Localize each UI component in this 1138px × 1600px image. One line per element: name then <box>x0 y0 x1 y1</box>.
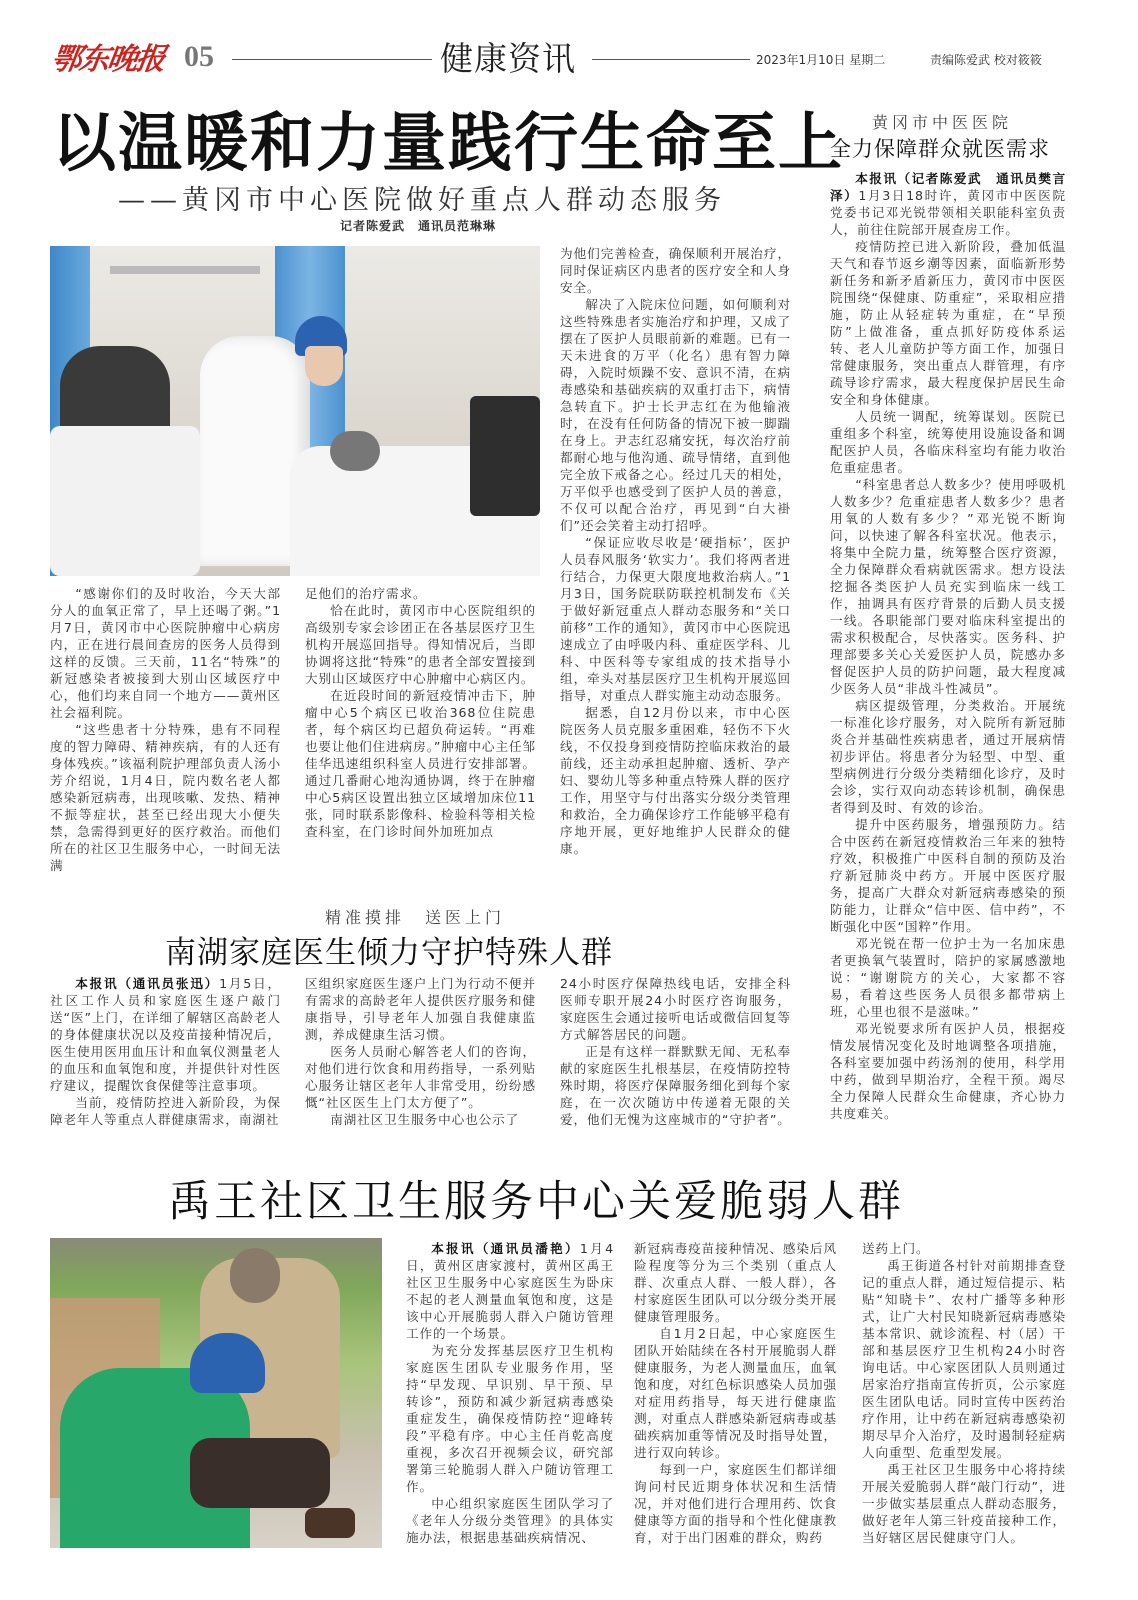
article1-column-2 <box>305 585 536 840</box>
page-number: 05 <box>184 40 214 73</box>
article2-column-2 <box>305 975 536 1128</box>
article3-column-1 <box>406 1240 614 1546</box>
paragraph: 病区提级管理，分类救治。开展统一标准化诊疗服务，对入院所有新冠肺炎合并基础性疾病患者，通过开展病情初步评估。将患者分为轻型、中型、重型病例进行分级分类精细化诊疗，及时会诊，实行双向动态转诊机制，确保患者得到及时、有效的诊治。 <box>830 698 1066 815</box>
paragraph: 据悉，自12月份以来，市中心医院医务人员克服多重困难，轻伤不下火线，不仅投身到疫情防控临床救治的最前线，还主动承担起肿瘤、透析、孕产妇、婴幼儿等多种重点特殊人群的医疗工作，用坚守与付出落实分级分类管理和救治，全力确保诊疗工作能够平稳有序地开展，更好地维护人民群众的健康。 <box>560 705 791 856</box>
lead-credit: 本报讯（通讯员潘艳） <box>431 1241 580 1256</box>
paragraph: 正是有这样一群默默无闻、无私奉献的家庭医生扎根基层，在疫情防控特殊时期，将医疗保障服务细化到每个家庭，在一次次随访中传递着无限的关爱，他们无愧为这座城市的“守护者”。 <box>560 1044 791 1127</box>
paragraph: 当前，疫情防控进入新阶段，为保障老年人等重点人群健康需求，南湖社 <box>50 1095 281 1127</box>
paragraph-text: 1月5日，社区工作人员和家庭医生逐户敲门送“医”上门，在详细了解辖区高龄老人的身体健康状况以及疫苗接种情况后，医生使用医用血压计和血氧仪测量老人的血压和血氧饱和度，并提供针对性医疗建议，提醒饮食保健等注意事项。 <box>50 976 282 1093</box>
paragraph: 邓光锐在帮一位护士为一名加床患者更换氧气装置时，陪护的家属感激地说：“谢谢院方的关心，大家都不容易，看着这些医务人员很多都带病上班，心里也很不是滋味。” <box>830 936 1066 1019</box>
paragraph: 在近段时间的新冠疫情冲击下，肿瘤中心5个病区已收治368位住院患者，每个病区均已超负荷运转。“再难也要让他们住进病房。”肿瘤中心主任邹佳华迅速组织科室人员进行安排部署。通过几番耐心地沟通协调，终于在肿瘤中心5病区设置出独立区域增加床位11张，同时联系影像科、检验科等相关检查科室，在门诊时间外加班加点 <box>305 688 536 839</box>
byline: 记者陈爱武 通讯员范琳琳 <box>340 219 497 233</box>
sidebar-headline: 全力保障群众就医需求 <box>830 137 1050 161</box>
article3-column-3 <box>862 1240 1066 1546</box>
paragraph: 送药上门。 <box>862 1241 930 1256</box>
article2-headline: 南湖家庭医生倾力守护特殊人群 <box>165 935 613 971</box>
paragraph: “保证应收尽收是‘硬指标’，医护人员春风服务‘软实力’。我们将两者进行结合，力保更大限度地救治病人。”1月3日，国务院联防联控机制发布《关于做好新冠重点人群动态服务和“关口前移”工作的通知》，黄冈市中心医院迅速成立了由呼吸内科、重症医学科、儿科、中医科等专家组成的技术指导小组，牵头对基层医疗卫生机构开展巡回指导，对重点人群实施主动动态服务。 <box>560 535 791 703</box>
paragraph: 人员统一调配，统筹谋划。医院已重组多个科室，统筹使用设施设备和调配医护人员，各临床科室均有能力收治危重症患者。 <box>830 409 1066 475</box>
section-title: 健康资讯 <box>440 39 576 78</box>
hospital-ward-photo <box>50 246 540 576</box>
issue-date: 2023年1月10日 星期二 <box>756 53 886 67</box>
article3-column-2 <box>634 1240 837 1546</box>
sidebar-body <box>830 170 1066 1122</box>
paragraph-text: 1月3日18时许，黄冈市中医医院党委书记邓光锐带领相关职能科室负责人，前往住院部开展查房工作。 <box>830 188 1066 237</box>
paragraph: 为充分发挥基层医疗卫生机构家庭医生团队专业服务作用，坚持“早发现、早识别、早干预、早转诊”，预防和减少新冠病毒感染重症发生，确保疫情防控“迎峰转段”平稳有序。中心主任肖乾高度重视，多次召开视频会议，研究部署第三轮脆弱人群入户随访管理工作。 <box>406 1343 614 1494</box>
article2-kicker: 精准摸排 送医上门 <box>325 908 506 927</box>
header-rule-right <box>592 59 750 60</box>
masthead-logo: 鄂东晚报 <box>49 42 166 77</box>
header-rule-left <box>232 59 432 60</box>
main-headline: 以温暖和力量践行生命至上 <box>52 107 844 181</box>
paragraph: 恰在此时，黄冈市中心医院组织的高级别专家会诊团正在各基层医疗卫生机构开展巡回指导。得知情况后，当即协调将这批“特殊”的患者全部安置接到大别山区域医疗中心肿瘤中心病区内。 <box>305 603 536 686</box>
paragraph: 提升中医药服务，增强预防力。结合中医药在新冠疫情救治三年来的独特疗效，积极推广中医科自制的预防及治疗新冠肺炎中药方。开展中医医疗服务，提高广大群众对新冠病毒感染的预防能力，让群众“信中医、信中药”，不断强化中医“国粹”作用。 <box>830 817 1066 934</box>
article1-column-3 <box>560 245 791 857</box>
editor-credits: 责编陈爱武 校对筱筱 <box>930 53 1042 67</box>
home-visit-photo <box>50 1238 382 1548</box>
paragraph: 医务人员耐心解答老人们的咨询，对他们进行饮食和用药指导，一系列贴心服务让辖区老年人非常受用，纷纷感慨“社区医生上门太方便了”。 <box>305 1044 536 1110</box>
lead-credit: 本报讯（通讯员张迅） <box>75 976 220 991</box>
article1-column-1 <box>50 585 281 874</box>
paragraph: 自1月2日起，中心家庭医生团队开始陆续在各村开展脆弱人群健康服务，为老人测量血压，血氧饱和度，对红色标识感染人员加强对症用药指导，每天进行健康监测，对重点人群感染新冠病毒或基础疾病加重等情况及时指导处置，进行双向转诊。 <box>634 1326 837 1460</box>
paragraph: 24小时医疗保障热线电话，安排全科医师专职开展24小时医疗咨询服务，家庭医生会通过接听电话或微信回复等方式解答居民的问题。 <box>560 976 791 1042</box>
main-subtitle: ——黄冈市中心医院做好重点人群动态服务 <box>118 185 726 216</box>
lead-credit: 本报讯（记者陈爱武 通讯员樊言泽） <box>830 171 1066 203</box>
paragraph: 邓光锐要求所有医护人员，根据疫情发展情况变化及时地调整各项措施，各科室要加强中药汤剂的使用，科学用中药，做到早期治疗，全程干预。竭尽全力保障人民群众生命健康，齐心协力共度难关。 <box>830 1021 1066 1121</box>
paragraph: 每到一户，家庭医生们都详细询问村民近期身体状况和生活情况，并对他们进行合理用药、饮食健康等方面的指导和个性化健康教育，对于出门困难的群众，购药 <box>634 1462 837 1545</box>
paragraph: 足他们的治疗需求。 <box>305 586 427 601</box>
article2-column-1 <box>50 975 281 1128</box>
sidebar-kicker: 黄冈市中医医院 <box>872 113 1013 132</box>
paragraph: 为他们完善检查，确保顺利开展治疗，同时保证病区内患者的医疗安全和人身安全。 <box>560 246 791 295</box>
paragraph: “感谢你们的及时收治，今天大部分人的血氧正常了，早上还喝了粥。”1月7日，黄冈市中心医院肿瘤中心病房内，正在进行晨间查房的医务人员得到这样的反馈。三天前，11名“特殊”的新冠感染者被接到大别山区域医疗中心，他们均来自同一个地方——黄州区社会福利院。 <box>50 586 281 720</box>
paragraph: “这些患者十分特殊，患有不同程度的智力障碍、精神疾病，有的人还有身体残疾。”该福利院护理部负责人汤小芳介绍说，1月4日，院内数名老人都感染新冠病毒，出现咳嗽、发热、精神不振等症状，甚至已经出现大小便失禁，急需得到更好的医疗救治。而他们所在的社区卫生服务中心，一时间无法满 <box>50 722 281 873</box>
paragraph: 区组织家庭医生逐户上门为行动不便并有需求的高龄老年人提供医疗服务和健康指导，引导老年人加强自我健康监测，养成健康生活习惯。 <box>305 976 536 1042</box>
paragraph: 解决了入院床位问题，如何顺利对这些特殊患者实施治疗和护理，又成了摆在了医护人员眼前新的难题。已有一天未进食的万平（化名）患有智力障碍，入院时烦躁不安、意识不清，在病毒感染和基础疾病的双重打击下，病情急转直下。护士长尹志红在为他输液时，在没有任何防备的情况下被一脚踹在身上。尹志红忍痛安抚，每次治疗前都耐心地与他沟通、疏导情绪，直到他完全放下戒备之心。经过几天的相处，万平似乎也感受到了医护人员的善意，不仅可以配合治疗，再见到“白大褂们”还会笑着主动打招呼。 <box>560 297 791 533</box>
paragraph: 禹王街道各村针对前期排查登记的重点人群，通过短信提示、粘贴“知晓卡”、农村广播等多种形式，让广大村民知晓新冠病毒感染基本常识、就诊流程、村（居）干部和基层医疗卫生机构24小时咨询电话。中心家医团队人员则通过居家治疗指南宣传折页，公示家庭医生团队电话。同时宣传中医药治疗作用，让中药在新冠病毒感染初期尽早介入治疗，及时遏制轻症病人向重型、危重型发展。 <box>862 1258 1066 1460</box>
paragraph: 禹王社区卫生服务中心将持续开展关爱脆弱人群“敲门行动”，进一步做实基层重点人群动态服务，做好老年人第三针疫苗接种工作，当好辖区居民健康守门人。 <box>862 1462 1066 1545</box>
article2-column-3 <box>560 975 791 1128</box>
paragraph: 新冠病毒疫苗接种情况、感染后风险程度等分为三个类别（重点人群、次重点人群、一般人群），各村家庭医生团队可以分级分类开展健康管理服务。 <box>634 1241 837 1324</box>
paragraph: 中心组织家庭医生团队学习了《老年人分级分类管理》的具体实施办法，根据患基础疾病情况、 <box>406 1496 614 1545</box>
paragraph: 疫情防控已进入新阶段，叠加低温天气和春节返乡潮等因素，面临新形势新任务和新矛盾新压力，黄冈市中医医院围绕“保健康、防重症”，采取相应措施，防止从轻症转为重症，在“早预防”上做准备，重点抓好防疫体系运转、老人儿童防护等方面工作，加强日常健康服务，突出重点人群管理，有序疏导诊疗需求，最大程度保护居民生命安全和身体健康。 <box>830 239 1066 407</box>
paragraph-text: 1月4日，黄州区唐家渡村，黄州区禹王社区卫生服务中心家庭医生为卧床不起的老人测量血氧饱和度，这是该中心开展脆弱人群入户随访管理工作的一个场景。 <box>406 1241 614 1341</box>
article3-headline: 禹王社区卫生服务中心关爱脆弱人群 <box>168 1177 904 1227</box>
paragraph: “科室患者总人数多少？使用呼吸机人数多少？危重症患者人数多少？患者用氧的人数有多少？”邓光锐不断询问，以快速了解各科室状况。他表示，将集中全院力量，统筹整合医疗资源，全力保障群众看病就医需求。想方设法挖掘各类医护人员充实到临床一线工作，抽调具有医疗背景的后勤人员支援一线。各职能部门要对临床科室提出的需求积极配合，尽快落实。医务科、护理部要多关心关爱医护人员，院感办多督促医护人员的防护问题，最大程度减少医务人员“非战斗性减员”。 <box>830 477 1066 696</box>
paragraph: 南湖社区卫生服务中心也公示了 <box>330 1112 520 1127</box>
